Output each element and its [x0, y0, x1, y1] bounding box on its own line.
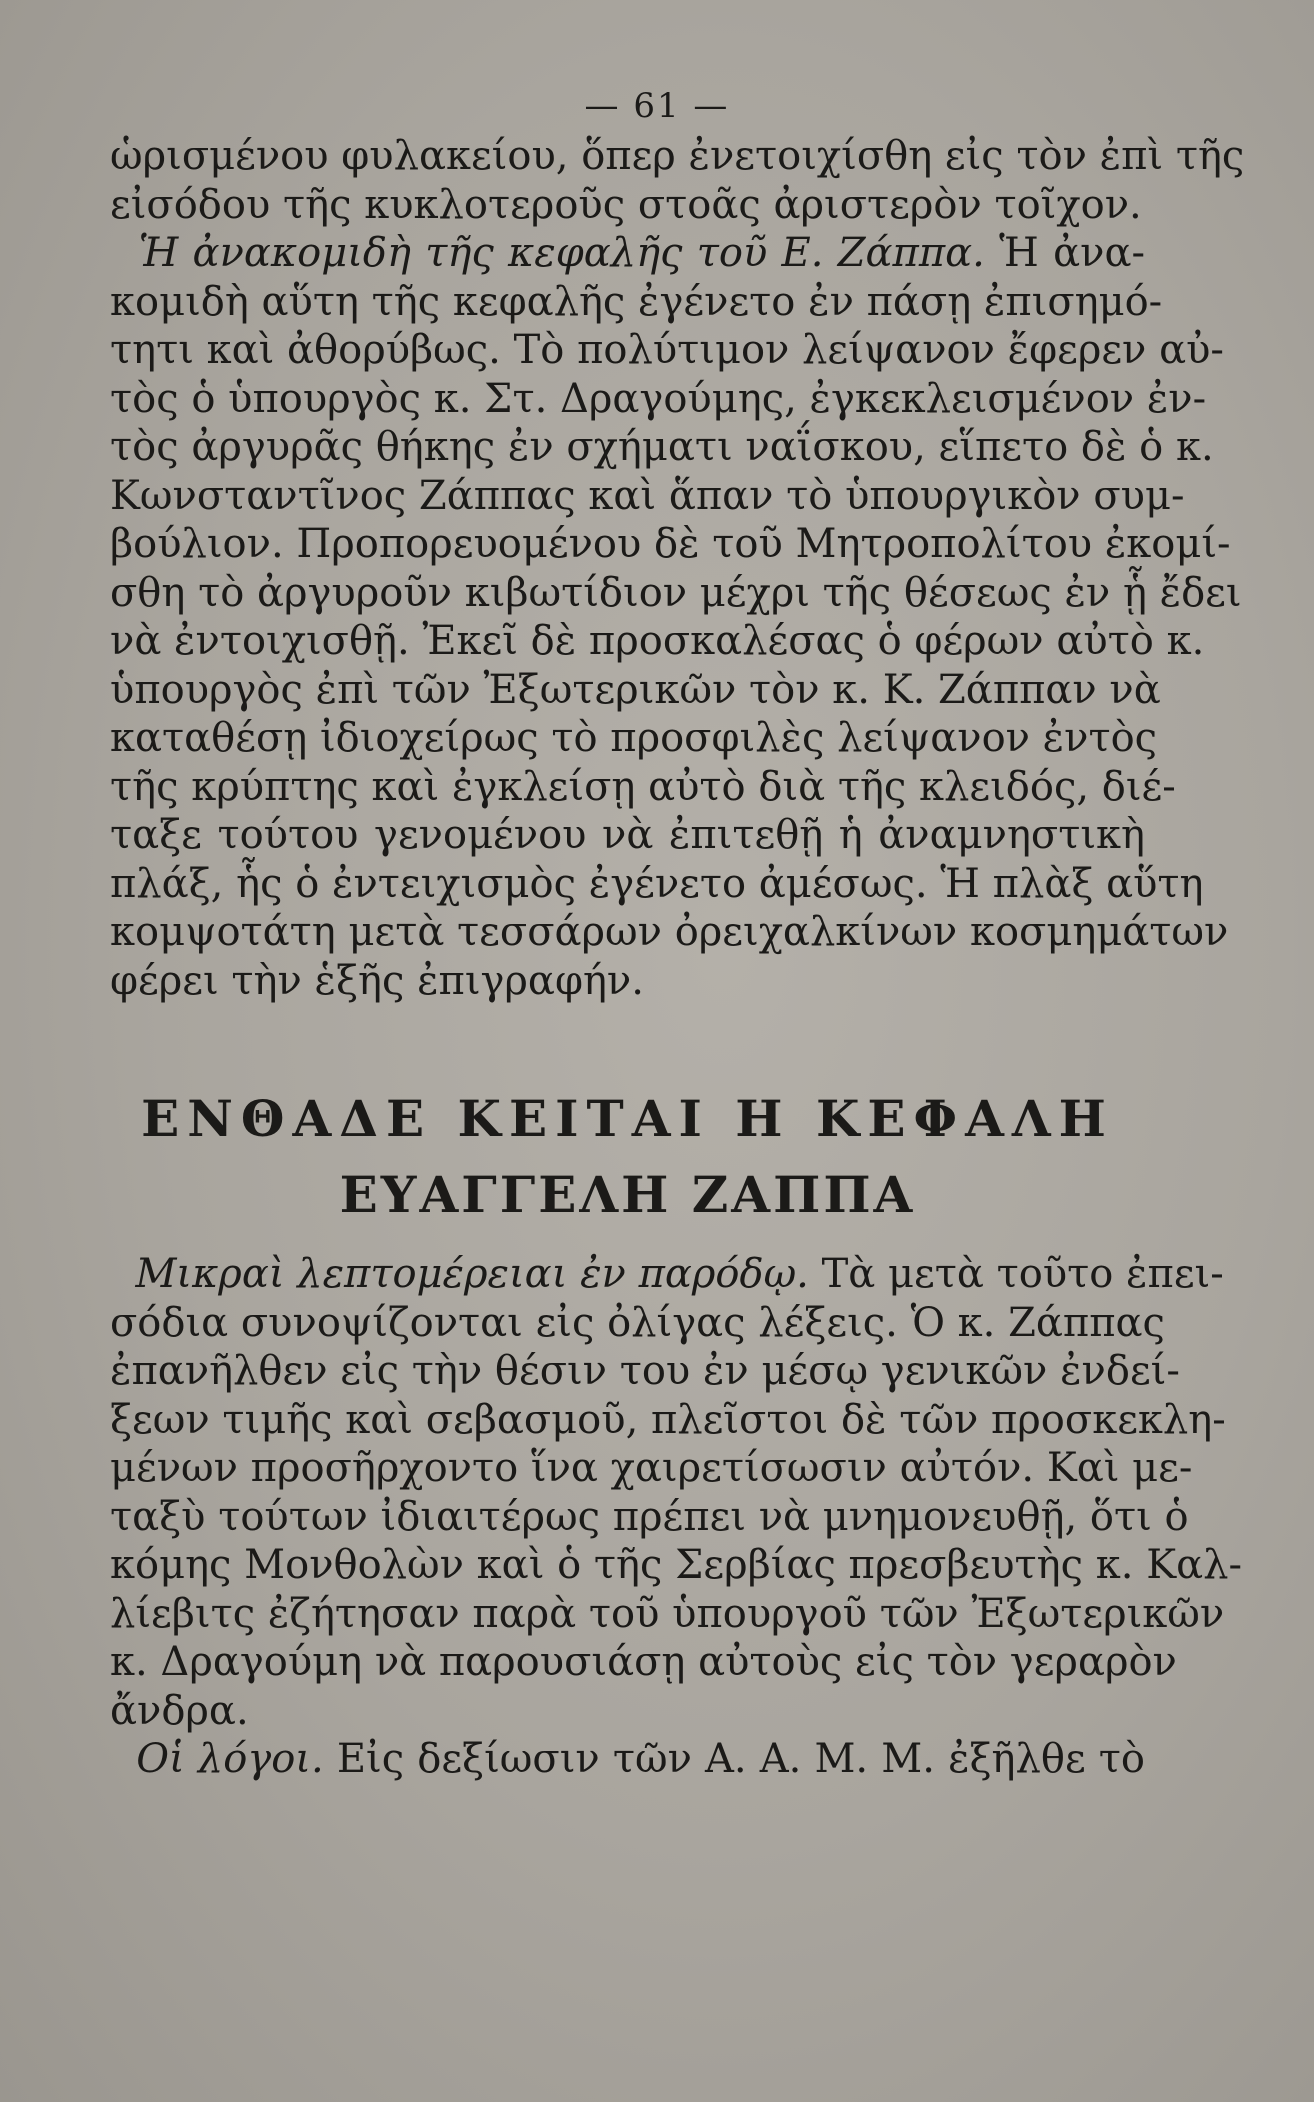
paragraph-first-line — [110, 229, 1145, 278]
text-line: ὡρισμένου φυλακείου, ὅπερ ἐνετοιχίσθη εἰς τὸν ἐπὶ τῆς — [110, 133, 1245, 179]
text-line: τὸς ὁ ὑπουργὸς κ. Στ. Δραγούμης, ἐγκεκλεισμένον ἐν- — [110, 375, 1207, 422]
text-line: μένων προσῆρχοντο ἵνα χαιρετίσωσιν αὐτόν. Καὶ με- — [110, 1445, 1193, 1491]
text-line: τῆς κρύπτης καὶ ἐγκλείσῃ αὐτὸ διὰ τῆς κλειδός, διέ- — [110, 763, 1176, 810]
text-line: κομιδὴ αὕτη τῆς κεφαλῆς ἐγένετο ἐν πάσῃ ἐπισημό- — [110, 278, 1163, 325]
text-line: τὸς ἀργυρᾶς θήκης ἐν σχήματι ναΐσκου, εἵπετο δὲ ὁ κ. — [110, 424, 1214, 470]
paragraph-first-line — [110, 1735, 1145, 1784]
text-line: κομψοτάτη μετὰ τεσσάρων ὀρειχαλκίνων κοσμημάτων — [110, 909, 1229, 955]
section-heading: Ἡ ἀνακομιδὴ τῆς κεφαλῆς τοῦ Ε. Ζάππα. — [138, 230, 985, 276]
page-number: — 61 — — [584, 86, 730, 126]
text-line: ξεων τιμῆς καὶ σεβασμοῦ, πλεῖστοι δὲ τῶν προσκεκλη- — [110, 1396, 1226, 1443]
text-line: βούλιον. Προπορευομένου δὲ τοῦ Μητροπολίτου ἐκομί- — [110, 521, 1231, 567]
text-line: καταθέσῃ ἰδιοχείρως τὸ προσφιλὲς λείψανον ἐντὸς — [110, 715, 1158, 761]
text-line: φέρει τὴν ἑξῆς ἐπιγραφήν. — [110, 957, 644, 1004]
text-line: κ. Δραγούμη νὰ παρουσιάσῃ αὐτοὺς εἰς τὸν γεραρὸν — [110, 1639, 1177, 1685]
paragraph-first-line — [110, 1250, 1224, 1299]
inscription-line-1: ΕΝΘΑΔΕ ΚΕΙΤΑΙ Η ΚΕΦΑΛΗ — [141, 1089, 1114, 1148]
text-line: Κωνσταντῖνος Ζάππας καὶ ἅπαν τὸ ὑπουργικὸν συμ- — [110, 472, 1185, 519]
section-heading: Μικραὶ λεπτομέρειαι ἐν παρόδῳ. — [135, 1251, 809, 1297]
text-line: ὑπουργὸς ἐπὶ τῶν Ἐξωτερικῶν τὸν κ. Κ. Ζάππαν νὰ — [110, 666, 1161, 713]
inscription-line-2: ΕΥΑΓΓΕΛΗ ΖΑΠΠΑ — [339, 1165, 916, 1224]
text-block-lower — [110, 1250, 1242, 1784]
text-run: Ἡ ἀνα- — [999, 230, 1145, 276]
text-block-upper — [110, 132, 1245, 1005]
section-heading: Οἱ λόγοι. — [136, 1736, 324, 1782]
text-line: σόδια συνοψίζονται εἰς ὀλίγας λέξεις. Ὁ κ. Ζάππας — [110, 1299, 1165, 1346]
text-line: εἰσόδου τῆς κυκλοτεροῦς στοᾶς ἀριστερὸν τοῖχον. — [110, 181, 1142, 228]
text-run: Εἰς δεξίωσιν τῶν Α. Α. Μ. Μ. ἐξῆλθε τὸ — [336, 1736, 1146, 1782]
text-run: Τὰ μετὰ τοῦτο ἐπει- — [821, 1251, 1224, 1297]
text-line: σθη τὸ ἀργυροῦν κιβωτίδιον μέχρι τῆς θέσεως ἐν ᾗ ἔδει — [110, 569, 1242, 616]
text-line: ἐπανῆλθεν εἰς τὴν θέσιν του ἐν μέσῳ γενικῶν ἐνδεί- — [110, 1348, 1180, 1394]
text-line: τητι καὶ ἀθορύβως. Τὸ πολύτιμον λείψανον ἔφερεν αὐ- — [110, 327, 1224, 373]
text-line: ταξε τούτου γενομένου νὰ ἐπιτεθῇ ἡ ἀναμνηστικὴ — [110, 812, 1145, 858]
text-line: πλάξ, ἧς ὁ ἐντειχισμὸς ἐγένετο ἀμέσως. Ἡ πλὰξ αὕτη — [110, 860, 1204, 907]
text-line: λίεβιτς ἐζήτησαν παρὰ τοῦ ὑπουργοῦ τῶν Ἐξωτερικῶν — [110, 1590, 1225, 1637]
text-line: ταξὺ τούτων ἰδιαιτέρως πρέπει νὰ μνημονευθῇ, ὅτι ὁ — [110, 1493, 1189, 1540]
text-line: νὰ ἐντοιχισθῇ. Ἐκεῖ δὲ προσκαλέσας ὁ φέρων αὐτὸ κ. — [110, 618, 1205, 664]
text-line: κόμης Μονθολὼν καὶ ὁ τῆς Σερβίας πρεσβευτὴς κ. Καλ- — [110, 1542, 1242, 1588]
text-line: ἄνδρα. — [110, 1687, 249, 1734]
